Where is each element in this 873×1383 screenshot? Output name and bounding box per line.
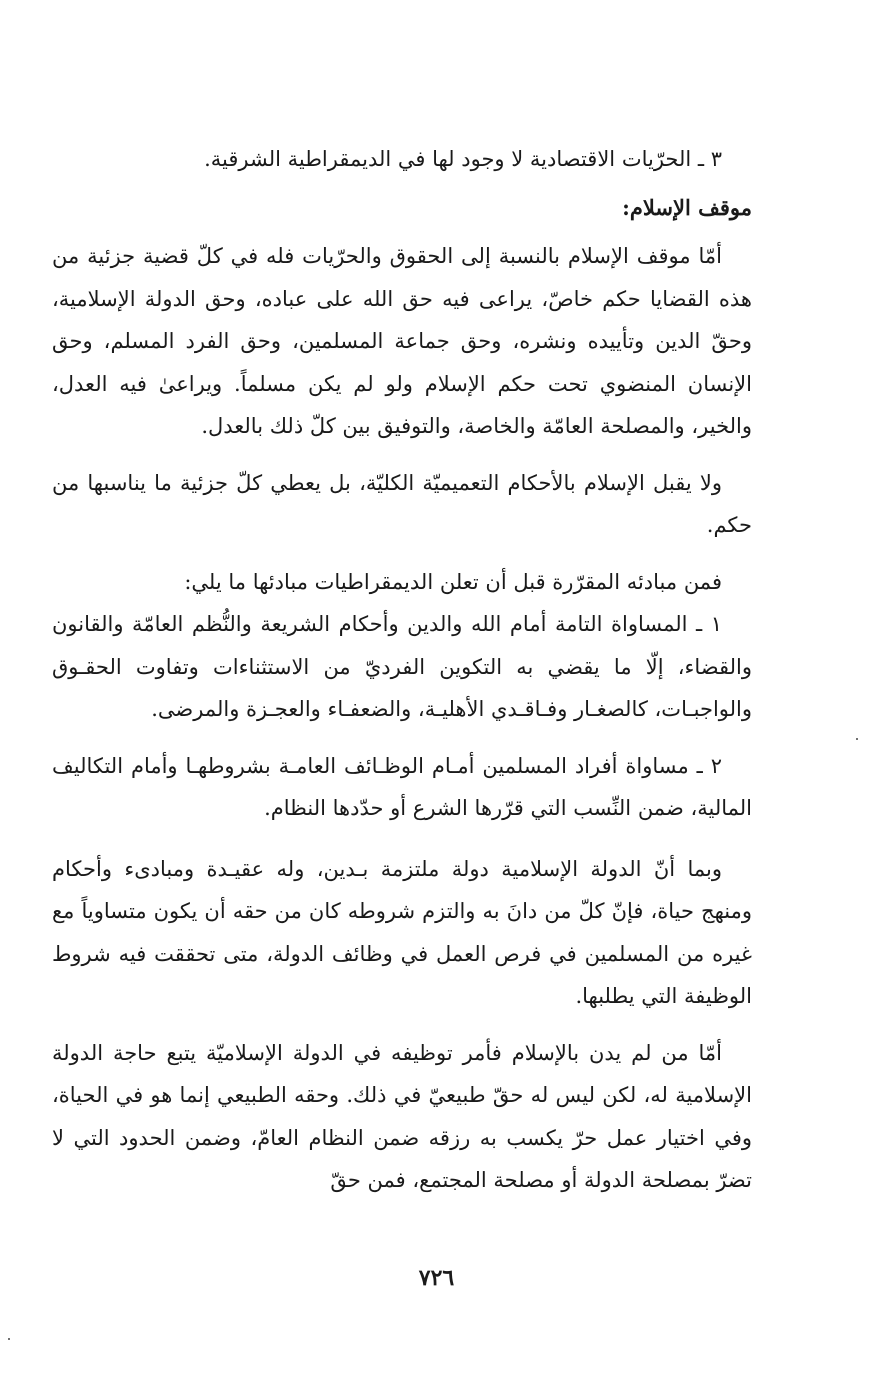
scan-speck [856,738,858,740]
paragraph-committed-state: وبما أنّ الدولة الإسلامية دولة ملتزمة بـدين، وله عقيـدة ومبادىء وأحكام ومنهج حياة، فإنّ كلّ من دانَ به والتزم شروطه كان من حقه أن يكون متساوياً مع غيره من المسلمين في فرص العمل في وظائف الدولة، متى تحققت فيه شروط الوظيفة التي يطلبها. [52,856,752,1008]
paragraph-principle-1: ١ ـ المساواة التامة أمام الله والدين وأحكام الشريعة والنُّظم العامّة والقانون والقضاء، إلّا ما يقضي به التكوين الفرديّ من الاستثناءات وتفاوت الحقـوق والواجبـات، كالصغـار وفـاقـدي الأهليـة، والضعفـاء والعجـزة والمرضى. [52,612,752,721]
paragraph-principles-intro: فمن مبادئه المقرّرة قبل أن تعلن الديمقراطيات مبادئها ما يلي: [184,569,722,594]
page-number: ٧٢٦ [418,1265,455,1291]
paragraph-non-muslims: أمّا من لم يدن بالإسلام فأمر توظيفه في الدولة الإسلاميّة يتبع حاجة الدولة الإسلامية له، لكن ليس له حقّ طبيعيّ في ذلك. وحقه الطبيعي إنما هو في الحياة، وفي اختيار عمل حرّ يكسب به رزقه ضمن النظام العامّ، وضمن الحدود التي لا تضرّ بمصلحة الدولة أو مصلحة المجتمع، فمن حقّ [52,1040,752,1192]
page-body [52,138,752,1202]
paragraph-islam-position: أمّا موقف الإسلام بالنسبة إلى الحقوق والحرّيات فله في كلّ قضية جزئية من هذه القضايا حكم خاصّ، يراعى فيه حق الله على عباده، وحق الدولة الإسلامية، وحقّ الدين وتأييده ونشره، وحق جماعة المسلمين، وحق الفرد المسلم، وحق الإنسان المنضوي تحت حكم الإسلام ولو لم يكن مسلماً. ويراعىٰ فيه العدل، والخير، والمصلحة العامّة والخاصة، والتوفيق بين كلّ ذلك بالعدل. [52,244,752,438]
section-heading: موقف الإسلام: [622,194,752,220]
paragraph-principle-2: ٢ ـ مساواة أفراد المسلمين أمـام الوظـائف العامـة بشروطهـا وأمام التكاليف المالية، ضمن النِّسب التي قرّرها الشرع أو حدّدها النظام. [52,753,752,820]
scan-speck [8,1338,10,1340]
paragraph-economic-freedoms: ٣ ـ الحرّيات الاقتصادية لا وجود لها في الديمقراطية الشرقية. [204,147,722,171]
paragraph-no-general-rulings: ولا يقبل الإسلام بالأحكام التعميميّة الكليّة، بل يعطي كلّ جزئية ما يناسبها من حكم. [52,470,752,537]
